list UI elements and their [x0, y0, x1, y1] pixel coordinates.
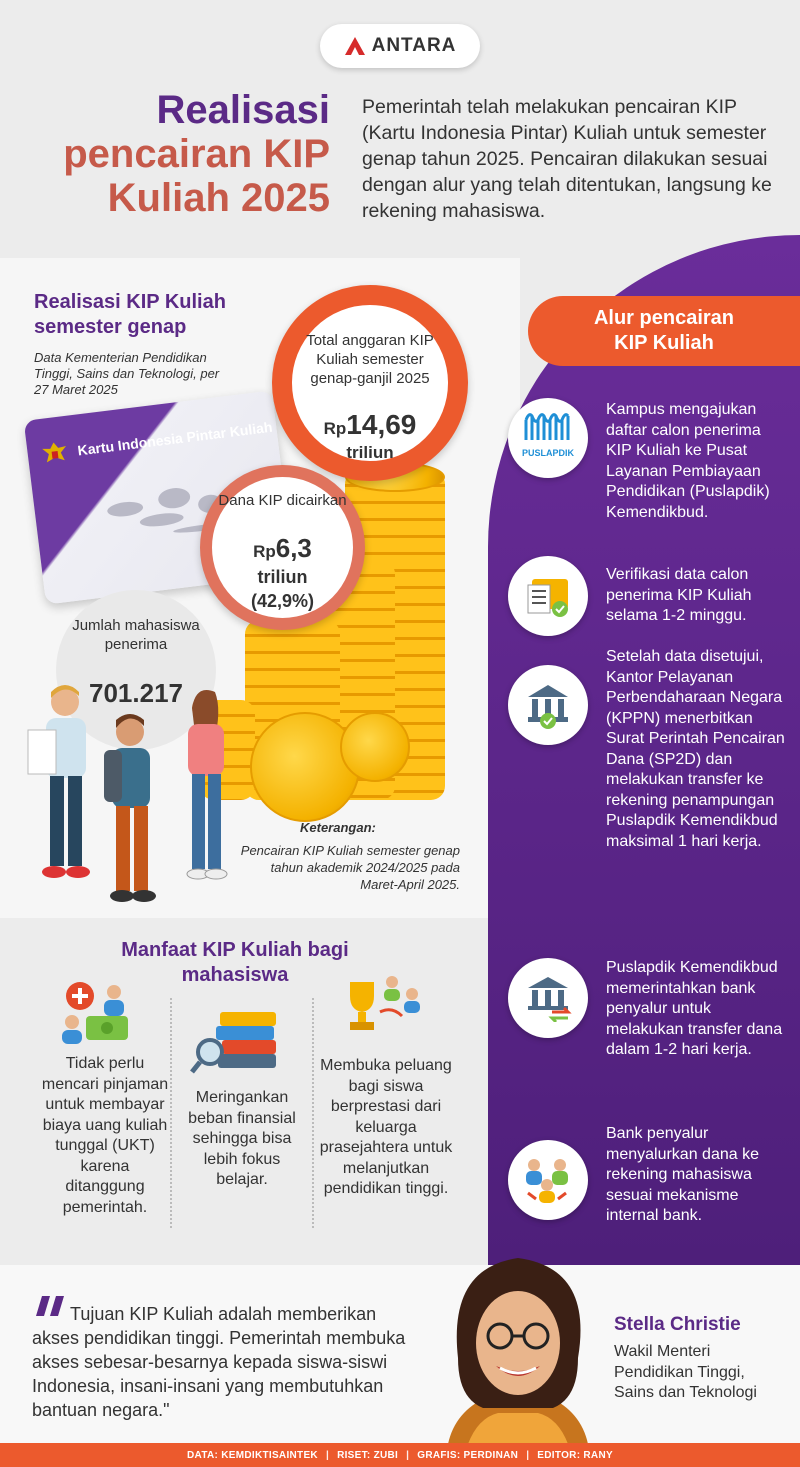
credit-data: DATA: KEMDIKTISAINTEK	[187, 1449, 318, 1461]
people-transfer-icon	[508, 1140, 588, 1220]
antara-logo-icon	[344, 36, 366, 56]
benefit-3: Membuka peluang bagi siswa berprestasi dari keluarga prasejahtera untuk melanjutkan pendidikan tinggi.	[319, 1057, 453, 1197]
flow-step-2: Verifikasi data calon penerima KIP Kuliah selama 1-2 minggu.	[606, 566, 752, 624]
flow-title-line-1: Alur pencairan	[593, 307, 735, 329]
title-line-3: Kuliah 2025	[107, 176, 330, 220]
total-budget-circle	[272, 285, 468, 481]
title-line-2: pencairan KIP	[63, 132, 330, 176]
realisasi-source: Data Kementerian Pendidikan Tinggi, Sains dan Teknologi, per 27 Maret 2025	[34, 350, 220, 397]
speaker-role: Wakil Menteri Pendidikan Tinggi, Sains dan Teknologi	[614, 1343, 757, 1401]
total-budget-amount	[292, 409, 448, 441]
credit-separator: |	[526, 1449, 530, 1461]
title-line-1: Realisasi	[156, 88, 330, 132]
credit-separator: |	[325, 1449, 330, 1461]
speaker-name: Stella Christie	[614, 1314, 741, 1335]
benefit-1: Tidak perlu mencari pinjaman untuk membayar biaya uang kuliah tunggal (UKT) karena ditanggung pemerintah.	[41, 1055, 169, 1216]
students-illustration	[10, 680, 250, 915]
garuda-emblem-icon	[38, 438, 71, 471]
puslapdik-logo-text: PUSLAPDIK	[521, 448, 575, 458]
intro-paragraph: Pemerintah telah melakukan pencairan KIP (Kartu Indonesia Pintar) Kuliah untuk semester genap tahun 2025. Pencairan dilakukan sesuai dengan alur yang telah ditentukan, langsung ke rekening mahasiswa.	[362, 96, 772, 222]
bank-check-icon	[508, 665, 588, 745]
credit-graphics: GRAFIS: PERDINAN	[417, 1449, 519, 1461]
benefit-2: Meringankan beban finansial sehingga bisa lebih fokus belajar.	[188, 1089, 296, 1188]
disbursed-currency: Rp	[253, 542, 276, 561]
total-budget-value: 14,69	[346, 409, 417, 440]
disbursed-value: 6,3	[275, 533, 312, 563]
recipients-value: 701.217	[89, 678, 183, 708]
puslapdik-logo-icon	[508, 398, 588, 478]
disbursed-percent: (42,9%)	[250, 591, 315, 611]
flow-title-banner	[528, 296, 800, 366]
disbursed-amount	[212, 533, 353, 564]
realisasi-title: Realisasi KIP Kuliah semester genap	[34, 291, 226, 338]
credit-editor: EDITOR: RANY	[537, 1449, 613, 1461]
quote-text: Tujuan KIP Kuliah adalah memberikan akses pendidikan tinggi. Pemerintah membuka akses sebesar-besarnya kepada siswa-siswi Indonesia, insani-insani yang membutuhkan bantuan negara."	[32, 1304, 406, 1420]
flow-step-1: Kampus mengajukan daftar calon penerima KIP Kuliah ke Pusat Layanan Pembiayaan Pendidikan (Puslapdik) Kemendikbud.	[606, 401, 770, 521]
page-title	[40, 88, 330, 220]
disbursed-circle	[200, 465, 365, 630]
disbursed-unit: triliun	[257, 567, 308, 587]
recipients-label: Jumlah mahasiswa penerima	[72, 617, 200, 653]
flow-title-line-2: KIP Kuliah	[614, 332, 714, 354]
total-budget-unit: triliun	[346, 443, 394, 462]
note-body: Pencairan KIP Kuliah semester genap tahun akademik 2024/2025 pada Maret-April 2025.	[240, 843, 460, 892]
benefit-divider	[170, 998, 172, 1228]
total-budget-currency: Rp	[323, 419, 347, 438]
bank-transfer-icon	[508, 958, 588, 1038]
flow-step-4: Puslapdik Kemendikbud memerintahkan bank penyalur untuk melakukan transfer dana dalam 1-2 hari kerja.	[606, 959, 783, 1058]
benefits-title: Manfaat KIP Kuliah bagi mahasiswa	[121, 939, 349, 986]
credit-research: RISET: ZUBI	[337, 1449, 399, 1461]
antara-logo	[320, 24, 480, 68]
note-title: Keterangan:	[300, 820, 376, 835]
disbursed-label: Dana KIP dicairkan	[218, 492, 347, 509]
books-magnifier-icon	[190, 1006, 280, 1078]
logo-text: ANTARA	[371, 35, 457, 56]
flow-step-5: Bank penyalur menyalurkan dana ke rekening mahasiswa sesuai mekanisme internal bank.	[606, 1125, 759, 1224]
folder-check-icon	[508, 556, 588, 636]
credits-footer	[0, 1443, 800, 1467]
total-budget-label: Total anggaran KIP Kuliah semester genap-ganjil 2025	[306, 332, 434, 387]
flow-step-3: Setelah data disetujui, Kantor Pelayanan Perbendaharaan Negara (KPPN) menerbitkan Surat Perintah Pencairan Dana (SP2D) dan melakukan transfer ke rekening penampungan Puslapdik Kemendikbud maksimal 1 hari kerja.	[606, 648, 785, 850]
card-title: Kartu Indonesia Pintar Kuliah	[76, 418, 274, 459]
credit-separator: |	[406, 1449, 410, 1461]
health-money-people-icon	[58, 978, 138, 1046]
trophy-people-icon	[350, 976, 420, 1030]
speaker-portrait	[428, 1248, 608, 1444]
